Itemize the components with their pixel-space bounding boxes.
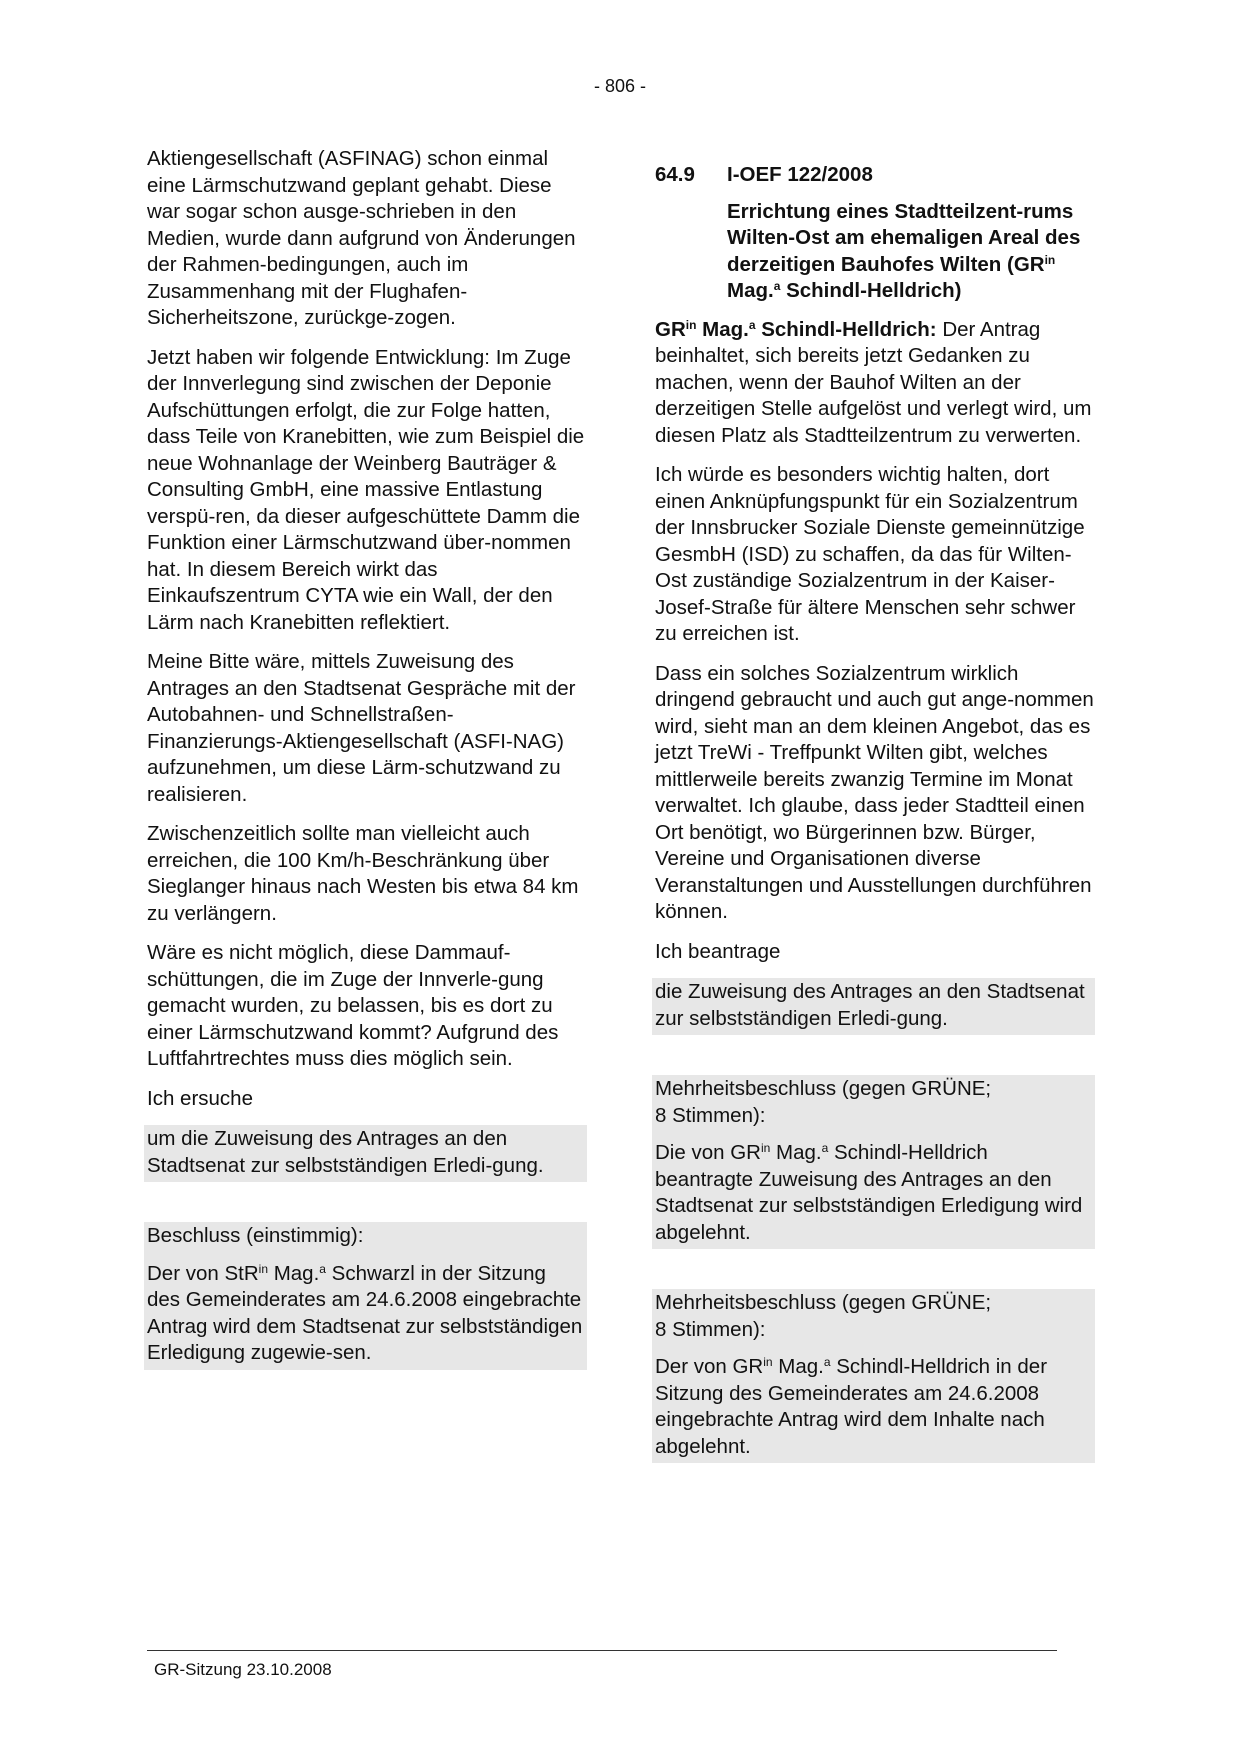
resolution-box — [652, 1289, 1095, 1463]
left-column — [147, 146, 587, 1370]
request-box — [144, 1125, 587, 1182]
speaker-paragraph: $GR^{in}$ Mag.$^a$ Schindl-Helldrich: Der Antrag beinhaltet, sich bereits jetzt Gedanken zu machen, wenn der Bauhof Wilten an der derzeitigen Stelle aufgelöst und verlegt wird, um diesen Platz als Stadtteilzentrum zu verwerten. — [655, 317, 1092, 447]
paragraph: Zwischenzeitlich sollte man vielleicht auch erreichen, die 100 Km/h-Beschränkung über Sieglanger hinaus nach Westen bis etwa 84 km zu verlängern. — [147, 822, 579, 925]
footer-rule — [147, 1650, 1057, 1651]
request-box — [652, 978, 1095, 1035]
agenda-item-title: Errichtung eines Stadtteilzent-rums Wilten-Ost am ehemaligen Areal des derzeitigen Bauhofes Wilten ($GR^{in}$ Mag.$^a$ Schindl-Helldrich) — [727, 199, 1081, 302]
resolution-title: Beschluss (einstimmig): — [147, 1224, 364, 1247]
resolution-box — [144, 1222, 587, 1370]
speaker-name: $GR^{in}$ Mag.$^a$ Schindl-Helldrich: — [655, 317, 937, 341]
resolution-box — [652, 1075, 1095, 1249]
paragraph: Meine Bitte wäre, mittels Zuweisung des Antrages an den Stadtsenat Gespräche mit der Autobahnen- und Schnellstraßen-Finanzierungs-Aktiengesellschaft (ASFI-NAG) aufzunehmen, um diese Lärm-schutzwand zu realisieren. — [147, 650, 576, 806]
page-number: - 806 - — [593, 76, 647, 96]
paragraph: Ich ersuche — [147, 1086, 253, 1110]
resolution-text: Der von StR$^{in}$ Mag.$^a$ Schwarzl in der Sitzung des Gemeinderates am 24.6.2008 eingebrachte Antrag wird dem Stadtsenat zur selbstständigen Erledigung zugewie-sen. — [147, 1261, 583, 1364]
paragraph: Jetzt haben wir folgende Entwicklung: Im Zuge der Innverlegung sind zwischen der Deponie Aufschüttungen erfolgt, die zur Folge hatten, dass Teile von Kranebitten, wie zum Beispiel die neue Wohnanlage der Weinberg Bauträger & Consulting GmbH, eine massive Entlastung verspü-ren, da dieser aufgeschüttete Damm die Funktion einer Lärmschutzwand über-nommen hat. In diesem Bereich wirkt das Einkaufszentrum CYTA wie ein Wall, der den Lärm nach Kranebitten reflektiert. — [147, 345, 585, 634]
paragraph: Aktiengesellschaft (ASFINAG) schon einmal eine Lärmschutzwand geplant gehabt. Diese war sogar schon ausge-schrieben in den Medien, wurde dann aufgrund von Änderungen der Rahmen-bedingungen, auch im Zusammenhang mit der Flughafen-Sicherheitszone, zurückge-zogen. — [147, 147, 576, 329]
right-column — [655, 146, 1095, 1463]
request-text: die Zuweisung des Antrages an den Stadtsenat zur selbstständigen Erledi-gung. — [655, 980, 1085, 1030]
resolution-title: Mehrheitsbeschluss (gegen GRÜNE; 8 Stimmen): — [655, 1291, 992, 1341]
paragraph: Ich würde es besonders wichtig halten, dort einen Anknüpfungspunkt für ein Sozialzentrum der Innsbrucker Soziale Dienste gemeinnützige GesmbH (ISD) zu schaffen, da das für Wilten-Ost zuständige Sozialzentrum in der Kaiser-Josef-Straße für ältere Menschen sehr schwer zu erreichen ist. — [655, 463, 1085, 645]
paragraph: Wäre es nicht möglich, diese Dammauf-schüttungen, die im Zuge der Innverle-gung gemacht wurden, zu belassen, bis es dort zu einer Lärmschutzwand kommt? Aufgrund des Luftfahrtrechtes muss dies möglich sein. — [147, 941, 559, 1070]
footer-text: GR-Sitzung 23.10.2008 — [154, 1660, 332, 1679]
agenda-item-number: 64.9 — [655, 163, 695, 186]
agenda-item-header — [655, 162, 1095, 189]
resolution-text: Die von $GR^{in}$ Mag.$^a$ Schindl-Helldrich beantragte Zuweisung des Antrages an den Stadtsenat zur selbstständigen Erledigung wird abgelehnt. — [655, 1141, 1083, 1244]
resolution-text: Der von $GR^{in}$ Mag.$^a$ Schindl-Helldrich in der Sitzung des Gemeinderates am 24.6.2008 eingebrachte Antrag wird dem Inhalte nach abgelehnt. — [655, 1355, 1048, 1458]
agenda-item-code: I-OEF 122/2008 — [727, 163, 873, 186]
resolution-title: Mehrheitsbeschluss (gegen GRÜNE; 8 Stimmen): — [655, 1077, 992, 1127]
request-text: um die Zuweisung des Antrages an den Stadtsenat zur selbstständigen Erledi-gung. — [147, 1127, 544, 1177]
paragraph: Ich beantrage — [655, 939, 781, 963]
paragraph: Dass ein solches Sozialzentrum wirklich dringend gebraucht und auch gut ange-nommen wird, sieht man an dem kleinen Angebot, das es jetzt TreWi - Treffpunkt Wilten gibt, welches mittlerweile bereits zwanzig Termine im Monat verwaltet. Ich glaube, dass jeder Stadtteil einen Ort benötigt, wo Bürgerinnen bzw. Bürger, Vereine und Organisationen diverse Veranstaltungen und Ausstellungen durchführen können. — [655, 661, 1094, 923]
